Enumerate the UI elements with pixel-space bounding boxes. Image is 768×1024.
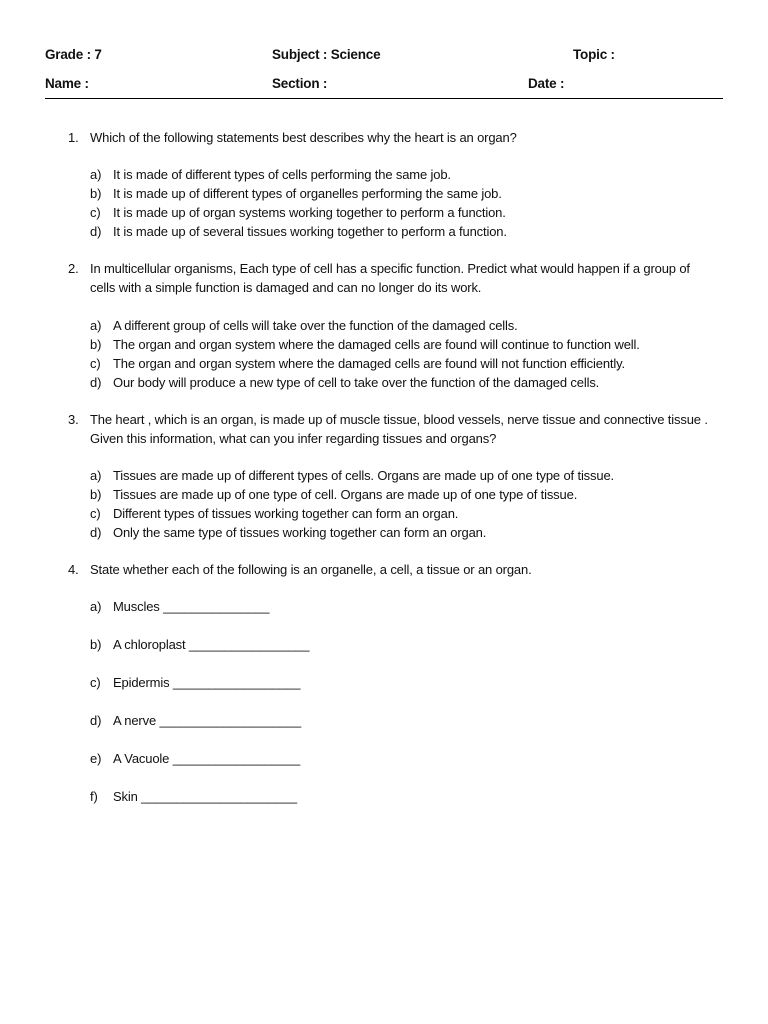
fill-item-c	[0, 673, 768, 692]
question-4	[0, 560, 768, 806]
option-text: Only the same type of tissues working together can form an organ.	[113, 525, 487, 541]
option-letter: d)	[90, 224, 102, 240]
option-text: Our body will produce a new type of cell to take over the function of the damaged cells.	[113, 374, 600, 390]
option-letter: a)	[90, 468, 102, 484]
option-letter: c)	[90, 205, 101, 221]
fill-item-a	[0, 597, 768, 616]
option-d	[0, 222, 768, 241]
date-label: Date :	[528, 76, 565, 91]
fill-item-d	[0, 711, 768, 730]
option-b	[0, 335, 768, 354]
question-text: In multicellular organisms, Each type of cell has a specific function. Predict what would happen if a group of cells with a simple function is damaged and can no longer do its work.	[90, 261, 690, 296]
grade-label: Grade : 7	[45, 47, 102, 62]
option-c	[0, 504, 768, 523]
item-letter: c)	[90, 675, 101, 691]
question-number: 1.	[68, 130, 79, 145]
question-number: 3.	[68, 411, 79, 427]
option-letter: a)	[90, 317, 102, 333]
option-letter: c)	[90, 355, 101, 371]
question-text: The heart , which is an organ, is made up of muscle tissue, blood vessels, nerve tissue and connective tissue . Given this information, what can you infer regarding tissues and organs?	[90, 411, 708, 446]
worksheet-header	[45, 46, 723, 99]
option-c	[0, 203, 768, 222]
option-a	[0, 466, 768, 485]
option-text: It is made up of organ systems working together to perform a function.	[113, 205, 506, 221]
item-text: A nerve ____________________	[113, 713, 302, 729]
question-number: 4.	[68, 562, 79, 578]
option-d	[0, 523, 768, 542]
option-a	[0, 165, 768, 184]
question-2	[0, 259, 768, 391]
question-1	[0, 128, 768, 241]
item-letter: f)	[90, 789, 98, 805]
option-d	[0, 373, 768, 392]
item-letter: b)	[90, 637, 102, 653]
item-text: Epidermis __________________	[113, 675, 301, 691]
option-text: It is made of different types of cells performing the same job.	[113, 167, 451, 183]
option-text: The organ and organ system where the damaged cells are found will continue to function well.	[113, 336, 640, 352]
item-text: A chloroplast _________________	[113, 637, 310, 653]
option-b	[0, 184, 768, 203]
option-letter: d)	[90, 525, 102, 541]
options-list	[0, 165, 768, 241]
item-letter: d)	[90, 713, 102, 729]
section-label: Section :	[272, 76, 328, 91]
option-letter: d)	[90, 374, 102, 390]
option-letter: b)	[90, 186, 102, 202]
question-text: State whether each of the following is an organelle, a cell, a tissue or an organ.	[90, 562, 532, 578]
option-text: It is made up of several tissues working together to perform a function.	[113, 224, 507, 240]
options-list	[0, 466, 768, 542]
option-text: Different types of tissues working together can form an organ.	[113, 506, 459, 522]
item-text: Muscles _______________	[113, 599, 270, 615]
fill-in-list	[0, 597, 768, 806]
question-3	[0, 410, 768, 542]
option-text: It is made up of different types of organelles performing the same job.	[113, 186, 502, 202]
option-letter: b)	[90, 336, 102, 352]
question-text: Which of the following statements best describes why the heart is an organ?	[90, 130, 517, 145]
option-text: Tissues are made up of different types of cells. Organs are made up of one type of tissue.	[113, 468, 615, 484]
question-number: 2.	[68, 261, 79, 277]
item-text: Skin ______________________	[113, 789, 297, 805]
item-letter: a)	[90, 599, 102, 615]
name-label: Name :	[45, 76, 89, 91]
option-a	[0, 316, 768, 335]
questions-list	[0, 128, 768, 825]
item-letter: e)	[90, 751, 102, 767]
fill-item-e	[0, 749, 768, 768]
option-letter: c)	[90, 506, 101, 522]
option-letter: b)	[90, 487, 102, 503]
options-list	[0, 316, 768, 392]
option-b	[0, 485, 768, 504]
option-text: The organ and organ system where the damaged cells are found will not function efficiently.	[113, 355, 625, 371]
option-text: Tissues are made up of one type of cell. Organs are made up of one type of tissue.	[113, 487, 578, 503]
option-text: A different group of cells will take over the function of the damaged cells.	[113, 317, 518, 333]
option-c	[0, 354, 768, 373]
item-text: A Vacuole __________________	[113, 751, 301, 767]
fill-item-f	[0, 787, 768, 806]
option-letter: a)	[90, 167, 102, 183]
fill-item-b	[0, 635, 768, 654]
topic-label: Topic :	[573, 47, 615, 62]
subject-label: Subject : Science	[272, 47, 381, 62]
